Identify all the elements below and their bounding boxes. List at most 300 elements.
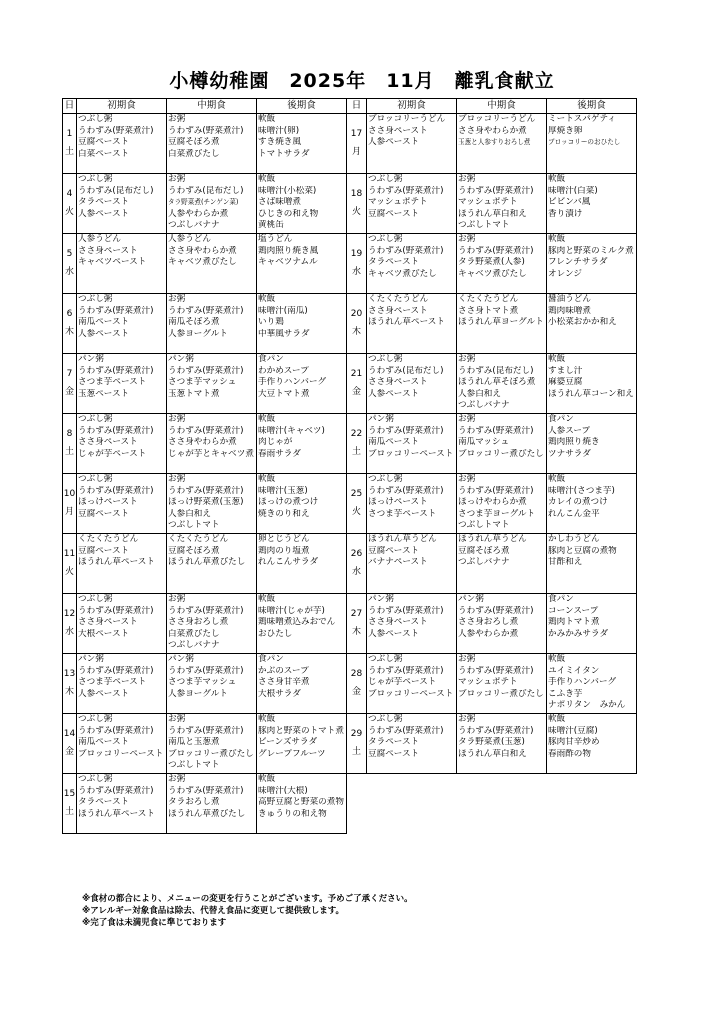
menu-item: 甘酢和え: [548, 557, 583, 568]
menu-item: こふき芋: [548, 688, 583, 699]
menu-item: 人参うどん: [168, 234, 211, 244]
menu-item: ささ身ペースト: [368, 125, 428, 136]
menu-item: パン粥: [368, 414, 394, 424]
early-menu-cell: [77, 714, 167, 774]
day-cell: [347, 294, 367, 354]
menu-item: お粥: [168, 174, 186, 184]
menu-item: つぶし粥: [78, 174, 113, 184]
menu-item: ひじきの和え物: [258, 208, 319, 219]
menu-item: うわずみ(野菜煮汁): [78, 665, 154, 676]
menu-item: オレンジ: [548, 268, 582, 279]
day-number: 26: [350, 549, 363, 559]
menu-item: 鶏肉照り焼き: [548, 437, 600, 448]
menu-item: 玉葱トマト煮: [168, 388, 220, 399]
menu-item: 白菜煮びたし: [168, 148, 220, 159]
menu-item: 味噌汁(卵): [258, 125, 300, 136]
header-row: [63, 99, 347, 114]
menu-item: 人参白和え: [168, 508, 211, 519]
early-menu-cell: [77, 774, 167, 834]
late-menu-cell: [257, 114, 347, 174]
menu-item: 軟飯: [258, 774, 276, 784]
weekday: 水: [64, 627, 74, 637]
late-menu-cell: [257, 354, 347, 414]
day-cell: [63, 714, 77, 774]
day-cell: [347, 174, 367, 234]
middle-menu-cell: [167, 774, 257, 834]
early-menu-cell: [367, 654, 457, 714]
menu-item: さつま芋ペースト: [78, 677, 147, 688]
menu-item: ささ身おろし煮: [458, 617, 519, 628]
menu-item: つぶし粥: [78, 774, 113, 784]
weekday: 金: [351, 387, 361, 397]
late-menu-cell: [547, 474, 637, 534]
menu-item: つぶしバナナ: [458, 557, 510, 568]
menu-item: うわずみ(昆布だし): [78, 185, 154, 196]
weekday: 水: [351, 267, 361, 277]
menu-item: 鶏肉味噌煮: [548, 305, 591, 316]
early-menu-cell: [367, 534, 457, 594]
early-menu-cell: [367, 234, 457, 294]
early-menu-cell: [77, 414, 167, 474]
menu-item: つぶし粥: [78, 294, 113, 304]
menu-item: ビーンズサラダ: [258, 737, 318, 748]
day-cell: [63, 654, 77, 714]
menu-item: グレープフルーツ: [258, 748, 326, 759]
menu-item: 人参ヨーグルト: [168, 328, 228, 339]
menu-item: タラペースト: [78, 197, 130, 208]
menu-item: 軟飯: [258, 474, 276, 484]
menu-table-left: [62, 98, 347, 834]
menu-item: パン粥: [168, 654, 194, 664]
note: ※アレルギー対象食品は除去、代替え食品に変更して提供致します。: [82, 906, 345, 916]
menu-item: 軟飯: [258, 174, 276, 184]
menu-item: お粥: [168, 414, 186, 424]
middle-menu-cell: [457, 294, 547, 354]
menu-item: タラペースト: [78, 797, 130, 808]
late-menu-cell: [257, 654, 347, 714]
menu-item: ささ身やわらか煮: [168, 437, 237, 448]
menu-item: ブロッコリー煮びたし: [458, 448, 544, 459]
menu-item: お粥: [168, 294, 186, 304]
menu-item: コーンスープ: [548, 605, 599, 616]
menu-item: 軟飯: [548, 354, 566, 364]
menu-item: 人参ペースト: [78, 208, 130, 219]
menu-item: ほうれん草そぼろ煮: [458, 377, 536, 388]
menu-item: ほっけペースト: [78, 497, 138, 508]
early-menu-cell: [367, 174, 457, 234]
menu-item: うわずみ(野菜煮汁): [458, 605, 534, 616]
menu-item: 南瓜マッシュ: [458, 437, 510, 448]
day-row: [63, 774, 347, 834]
menu-item: つぶしトマト: [168, 520, 220, 531]
late-menu-cell: [257, 414, 347, 474]
early-menu-cell: [367, 114, 457, 174]
day-row: [347, 654, 637, 714]
late-menu-cell: [257, 594, 347, 654]
menu-item: 手作りハンバーグ: [258, 377, 327, 388]
weekday: 月: [351, 147, 361, 157]
menu-item: キャベツペースト: [78, 257, 147, 268]
late-menu-cell: [257, 174, 347, 234]
middle-menu-cell: [167, 654, 257, 714]
middle-menu-cell: [457, 534, 547, 594]
menu-item: うわずみ(野菜煮汁): [78, 785, 154, 796]
menu-item: キャベツ煮びたし: [368, 268, 437, 279]
menu-item: ほうれん草ペースト: [78, 557, 155, 568]
menu-item: 中華風サラダ: [258, 328, 310, 339]
menu-item: キャベツ煮びたし: [168, 257, 237, 268]
menu-item: さつま芋マッシュ: [168, 377, 237, 388]
menu-item: 南瓜ペースト: [78, 737, 130, 748]
menu-item: ほっけ野菜煮(玉葱): [168, 497, 244, 508]
menu-item: うわずみ(野菜煮汁): [458, 665, 534, 676]
menu-item: マッシュポテト: [458, 197, 518, 208]
day-row: [63, 294, 347, 354]
menu-item: さつま芋マッシュ: [168, 677, 237, 688]
day-row: [63, 174, 347, 234]
menu-item: 軟飯: [258, 114, 276, 124]
day-row: [63, 654, 347, 714]
menu-item: バナナペースト: [368, 557, 428, 568]
menu-item: くたくたうどん: [78, 534, 139, 544]
menu-item: つぶし粥: [368, 234, 403, 244]
menu-item: つぶしトマト: [458, 520, 510, 531]
middle-menu-cell: [167, 594, 257, 654]
weekday: 木: [351, 327, 361, 337]
menu-item: つぶし粥: [78, 714, 113, 724]
menu-item: 豆腐ペースト: [78, 545, 130, 556]
menu-item: 高野豆腐と野菜の煮物: [258, 797, 344, 808]
late-menu-cell: [257, 234, 347, 294]
menu-item: ささ身ペースト: [78, 437, 138, 448]
note: ※完了食は未満児食に準じております: [82, 918, 227, 928]
menu-item: 厚焼き卵: [548, 125, 583, 136]
middle-menu-cell: [167, 414, 257, 474]
middle-menu-cell: [167, 234, 257, 294]
day-row: [347, 534, 637, 594]
menu-item: うわずみ(野菜煮汁): [458, 485, 534, 496]
early-menu-cell: [77, 474, 167, 534]
menu-item: ほうれん草煮びたし: [168, 557, 246, 568]
menu-item: すき焼き風: [258, 137, 301, 148]
menu-item: 軟飯: [258, 414, 276, 424]
menu-item: すまし汁: [548, 365, 583, 376]
day-number: 28: [350, 669, 363, 679]
menu-item: うわずみ(昆布だし): [168, 185, 244, 196]
menu-item: 味噌汁(玉葱): [258, 485, 308, 496]
menu-item: 味噌汁(大根): [258, 785, 308, 796]
day-cell: [63, 174, 77, 234]
early-menu-cell: [367, 714, 457, 774]
menu-item: つぶし粥: [368, 354, 403, 364]
menu-item: 味噌汁(さつま芋): [548, 485, 615, 496]
middle-menu-cell: [457, 174, 547, 234]
menu-item: うわずみ(野菜煮汁): [368, 185, 444, 196]
notes: [82, 893, 413, 929]
menu-item: つぶし粥: [78, 474, 113, 484]
menu-item: パン粥: [78, 354, 104, 364]
menu-item: じゃが芋とキャベツ煮: [168, 448, 254, 459]
early-menu-cell: [367, 294, 457, 354]
menu-item: 黄桃缶: [258, 220, 284, 231]
day-cell: [347, 654, 367, 714]
day-row: [347, 354, 637, 414]
early-menu-cell: [77, 594, 167, 654]
menu-item: キャベツナムル: [258, 257, 318, 268]
menu-item: ほうれん草白和え: [458, 748, 527, 759]
menu-item: じゃが芋ペースト: [368, 677, 437, 688]
menu-item: 南瓜ペースト: [368, 437, 420, 448]
menu-item: ほうれん草うどん: [458, 534, 527, 544]
weekday: 木: [64, 327, 74, 337]
day-cell: [63, 414, 77, 474]
menu-item: 人参白和え: [458, 388, 501, 399]
early-menu-cell: [367, 414, 457, 474]
day-number: 21: [350, 369, 363, 379]
header-day: 日: [63, 99, 77, 114]
day-row: [63, 414, 347, 474]
menu-item: 軟飯: [258, 294, 276, 304]
menu-item: お粥: [458, 474, 476, 484]
menu-item: うわずみ(野菜煮汁): [168, 785, 244, 796]
menu-item: かみかみサラダ: [548, 628, 609, 639]
day-number: 29: [350, 729, 363, 739]
menu-item: フレンチサラダ: [548, 257, 608, 268]
day-cell: [347, 474, 367, 534]
menu-item: 人参ペースト: [78, 688, 130, 699]
day-row: [63, 354, 347, 414]
menu-item: きゅうりの和え物: [258, 808, 327, 819]
menu-item: ほうれん草ヨーグルト: [458, 317, 544, 328]
menu-item: うわずみ(野菜煮汁): [168, 425, 244, 436]
middle-menu-cell: [457, 594, 547, 654]
menu-item: 味噌汁(白菜): [548, 185, 598, 196]
menu-item: キャベツ煮びたし: [458, 268, 527, 279]
menu-item: ささ身ペースト: [368, 305, 428, 316]
menu-table-right: [346, 98, 637, 774]
menu-item: ささ身甘辛煮: [258, 677, 310, 688]
day-cell: [63, 594, 77, 654]
menu-item: つぶし粥: [368, 714, 403, 724]
weekday: 火: [351, 207, 361, 217]
menu-item: うわずみ(野菜煮汁): [168, 125, 244, 136]
day-number: 10: [63, 489, 76, 499]
menu-item: ツナサラダ: [548, 448, 591, 459]
menu-item: ミートスパゲティ: [548, 114, 616, 124]
menu-item: つぶし粥: [78, 114, 113, 124]
day-number: 12: [63, 609, 76, 619]
menu-item: ほうれん草煮びたし: [168, 808, 246, 819]
menu-item: 豆腐ペースト: [368, 748, 420, 759]
menu-item: ささ身やわらか煮: [458, 125, 527, 136]
late-menu-cell: [547, 594, 637, 654]
menu-item: 人参ペースト: [78, 328, 130, 339]
late-menu-cell: [547, 294, 637, 354]
menu-item: 白菜煮びたし: [168, 628, 220, 639]
menu-item: 春雨酢の物: [548, 748, 591, 759]
weekday: 金: [64, 387, 74, 397]
day-number: 27: [350, 609, 363, 619]
menu-item: カレイの煮つけ: [548, 497, 608, 508]
day-cell: [63, 234, 77, 294]
menu-item: うわずみ(野菜煮汁): [78, 365, 154, 376]
menu-item: おひたし: [258, 628, 293, 639]
late-menu-cell: [547, 714, 637, 774]
menu-item: つぶし粥: [78, 414, 113, 424]
header-row: [347, 99, 637, 114]
menu-item: ブロッコリー煮びたし: [168, 748, 254, 759]
menu-item: ナポリタン みかん: [548, 700, 626, 711]
menu-item: 軟飯: [258, 594, 276, 604]
day-number: 17: [350, 129, 363, 139]
menu-item: 春雨サラダ: [258, 448, 301, 459]
menu-item: お粥: [458, 174, 476, 184]
menu-item: 人参やわらか煮: [458, 628, 519, 639]
menu-item: さつま芋ペースト: [368, 508, 437, 519]
menu-item: 手作りハンバーグ: [548, 677, 617, 688]
menu-item: 豆腐そぼろ煮: [458, 545, 510, 556]
menu-item: うわずみ(野菜煮汁): [78, 485, 154, 496]
menu-item: 軟飯: [548, 654, 566, 664]
day-row: [63, 114, 347, 174]
menu-item: 焼きのり和え: [258, 508, 310, 519]
weekday: 土: [351, 447, 361, 457]
day-number: 8: [66, 429, 73, 439]
menu-item: 軟飯: [548, 474, 566, 484]
menu-item: 食パン: [548, 414, 574, 424]
late-menu-cell: [547, 114, 637, 174]
middle-menu-cell: [167, 714, 257, 774]
weekday: 土: [64, 147, 74, 157]
menu-item: お粥: [168, 114, 186, 124]
header-middle: 中期食: [167, 99, 257, 114]
menu-item: 豆腐ペースト: [368, 208, 420, 219]
menu-item: つぶしバナナ: [168, 220, 220, 231]
menu-item: うわずみ(野菜煮汁): [78, 725, 154, 736]
early-menu-cell: [367, 474, 457, 534]
menu-item: 軟飯: [548, 234, 566, 244]
menu-item: うわずみ(野菜煮汁): [78, 305, 154, 316]
menu-item: いり鶏: [258, 317, 284, 328]
day-row: [63, 534, 347, 594]
menu-item: タラ野菜煮(人参): [458, 257, 525, 268]
late-menu-cell: [547, 654, 637, 714]
weekday: 土: [64, 447, 74, 457]
menu-item: お粥: [168, 774, 186, 784]
menu-item: 人参やわらか煮: [168, 208, 229, 219]
menu-item: 食パン: [258, 354, 284, 364]
menu-item: ささ身おろし煮: [168, 617, 229, 628]
menu-item: うわずみ(野菜煮汁): [168, 365, 244, 376]
menu-item: 大根ペースト: [78, 628, 130, 639]
middle-menu-cell: [457, 474, 547, 534]
middle-menu-cell: [167, 474, 257, 534]
menu-item: うわずみ(野菜煮汁): [168, 605, 244, 616]
menu-item: マッシュポテト: [458, 677, 518, 688]
menu-item: 豚肉と豆腐の煮物: [548, 545, 617, 556]
menu-item: 豚肉と野菜のトマト煮: [258, 725, 344, 736]
menu-item: ブロッコリーペースト: [78, 748, 164, 759]
day-number: 20: [350, 309, 363, 319]
menu-item: ささ身やわらか煮: [168, 245, 237, 256]
menu-item: つぶし粥: [368, 654, 403, 664]
menu-item: 人参ヨーグルト: [168, 688, 228, 699]
weekday: 火: [64, 567, 74, 577]
menu-item: 軟飯: [548, 174, 566, 184]
day-number: 1: [66, 129, 73, 139]
menu-item: うわずみ(野菜煮汁): [368, 425, 444, 436]
menu-item: くたくたうどん: [458, 294, 519, 304]
early-menu-cell: [77, 294, 167, 354]
middle-menu-cell: [167, 354, 257, 414]
menu-item: うわずみ(野菜煮汁): [368, 485, 444, 496]
menu-item: 肉じゃが: [258, 437, 293, 448]
menu-item: 鶏味噌煮込みおでん: [258, 617, 336, 628]
weekday: 月: [64, 507, 74, 517]
late-menu-cell: [257, 294, 347, 354]
day-row: [347, 474, 637, 534]
weekday: 水: [64, 267, 74, 277]
day-row: [347, 594, 637, 654]
menu-item: うわずみ(野菜煮汁): [368, 725, 444, 736]
menu-item: うわずみ(野菜煮汁): [78, 425, 154, 436]
day-row: [347, 234, 637, 294]
day-number: 18: [350, 189, 363, 199]
menu-item: タラペースト: [368, 737, 420, 748]
day-number: 25: [350, 489, 363, 499]
menu-item: お粥: [458, 354, 476, 364]
middle-menu-cell: [167, 294, 257, 354]
menu-item: 卵とじうどん: [258, 534, 310, 544]
menu-item: つぶしトマト: [458, 220, 510, 231]
weekday: 火: [64, 207, 74, 217]
menu-item: 味噌汁(じゃが芋): [258, 605, 325, 616]
menu-item: かぶのスープ: [258, 665, 309, 676]
early-menu-cell: [77, 354, 167, 414]
note: ※食材の都合により、メニューの変更を行うことがございます。予めご了承ください。: [82, 894, 413, 904]
menu-item: さば味噌煮: [258, 197, 301, 208]
day-number: 7: [66, 369, 73, 379]
day-cell: [63, 354, 77, 414]
weekday: 水: [351, 567, 361, 577]
late-menu-cell: [257, 474, 347, 534]
menu-item: 人参ペースト: [368, 388, 420, 399]
day-row: [63, 234, 347, 294]
menu-item: 玉葱ペースト: [78, 388, 130, 399]
day-row: [347, 714, 637, 774]
menu-item: うわずみ(野菜煮汁): [168, 305, 244, 316]
late-menu-cell: [547, 414, 637, 474]
menu-item: くたくたうどん: [368, 294, 429, 304]
menu-item: くたくたうどん: [168, 534, 229, 544]
menu-item: ほうれん草うどん: [368, 534, 437, 544]
weekday: 金: [64, 747, 74, 757]
weekday: 土: [64, 807, 74, 817]
menu-item: つぶし粥: [368, 174, 403, 184]
menu-item: うわずみ(野菜煮汁): [458, 245, 534, 256]
early-menu-cell: [77, 534, 167, 594]
early-menu-cell: [77, 234, 167, 294]
day-cell: [347, 594, 367, 654]
weekday: 土: [351, 747, 361, 757]
menu-item: お粥: [458, 414, 476, 424]
menu-item: 南瓜と玉葱煮: [168, 737, 220, 748]
day-number: 5: [66, 249, 73, 259]
menu-item: うわずみ(野菜煮汁): [168, 665, 244, 676]
menu-item: かしわうどん: [548, 534, 600, 544]
header-middle: 中期食: [457, 99, 547, 114]
header-early: 初期食: [77, 99, 167, 114]
